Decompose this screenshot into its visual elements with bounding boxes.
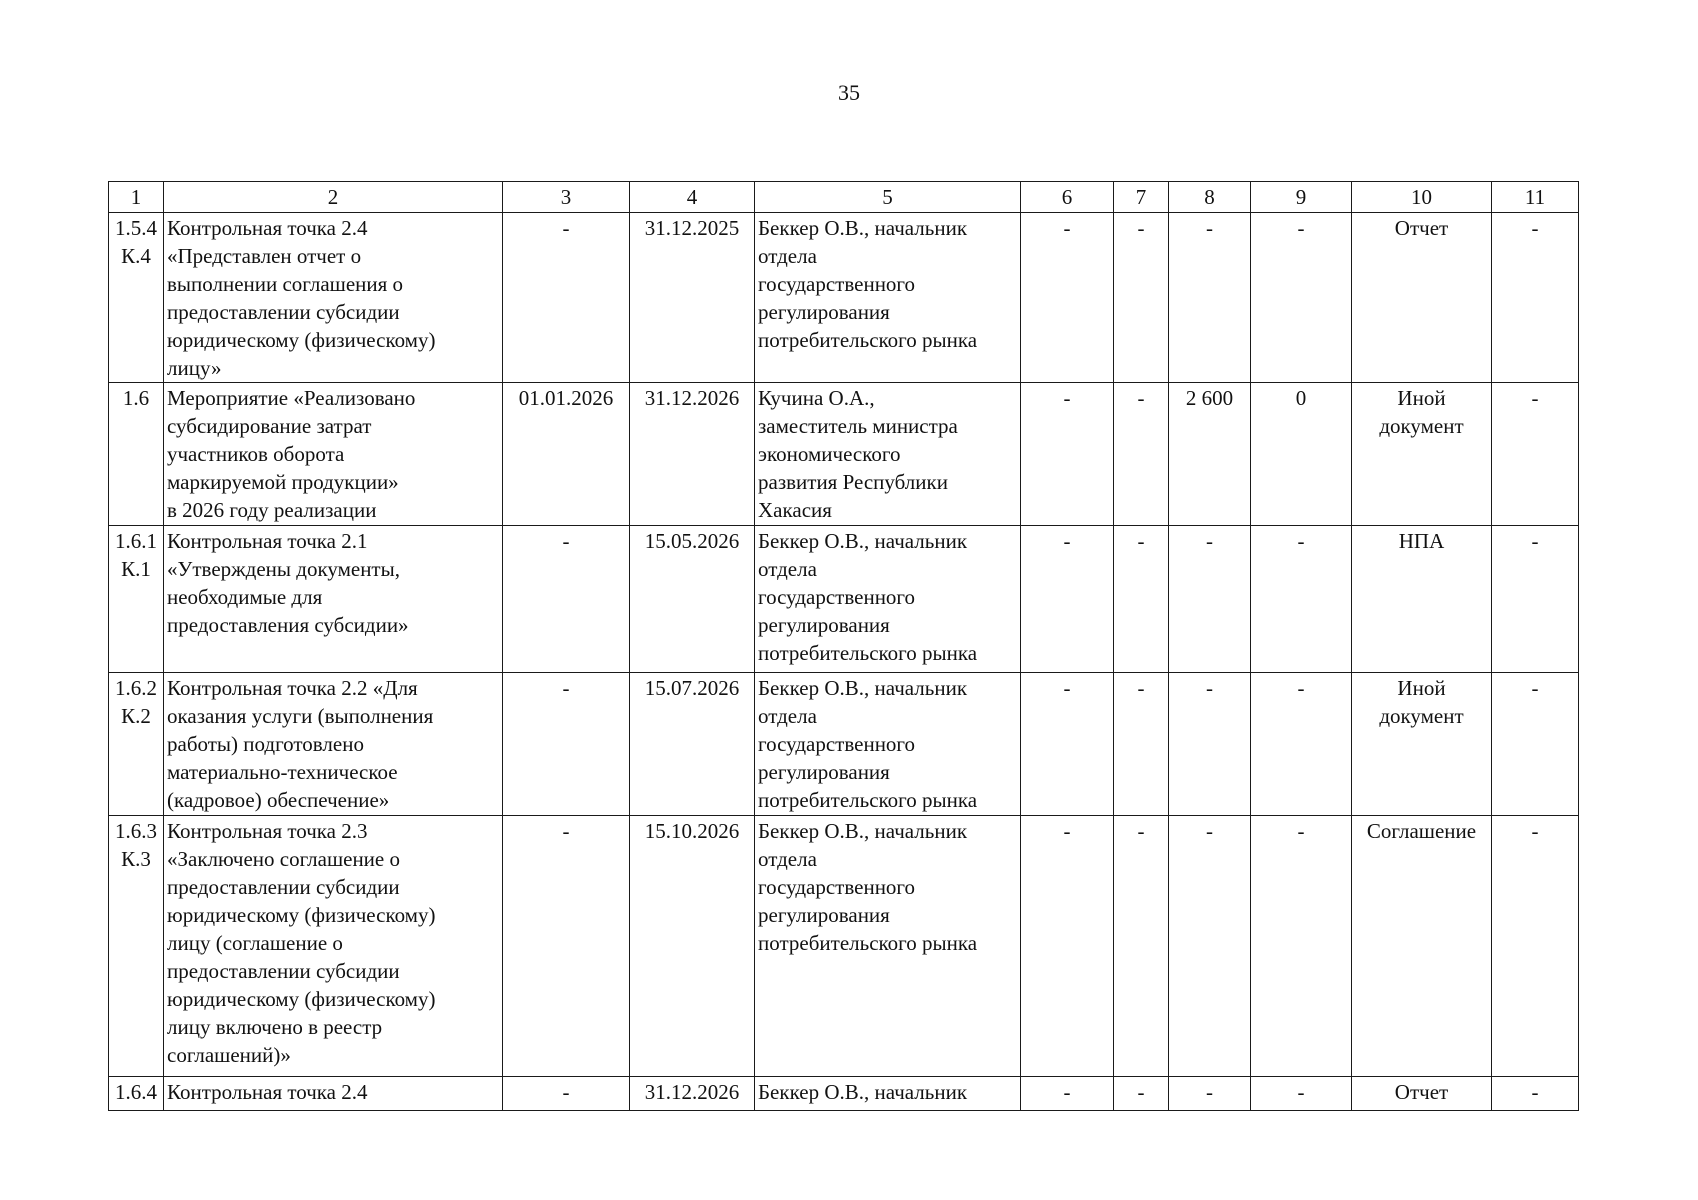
item-name-line: лицу (соглашение о [167,931,343,955]
table-row [109,383,1579,526]
item-number-cell [109,673,164,816]
page-number: 35 [838,80,860,105]
column-header: 5 [755,182,1021,213]
column-8-cell: - [1169,1077,1251,1111]
document-type: Соглашение [1366,819,1477,843]
column-11-cell: - [1492,383,1579,526]
item-number: 1.6.4 [115,1080,157,1104]
item-number-cell [109,526,164,673]
responsible-line: потребительского рынка [758,788,978,812]
table-row [109,526,1579,673]
item-name-line: лицу включено в реестр [167,1015,383,1039]
column-7-cell: - [1114,213,1169,383]
item-number: 1.6 [122,386,150,410]
column-11-cell: - [1492,816,1579,1077]
item-name-cell [164,1077,503,1111]
item-number: 1.6.2 [115,676,157,700]
item-name-line: предоставления субсидии» [167,613,409,637]
responsible-cell [755,213,1021,383]
item-name-line: участников оборота [167,442,345,466]
item-number-cell [109,213,164,383]
column-header: 7 [1114,182,1169,213]
column-11-cell: - [1492,1077,1579,1111]
document-type: документ [1379,704,1464,728]
responsible-line: государственного [758,272,916,296]
item-name-line: лицу» [167,356,222,380]
column-8-cell: - [1169,816,1251,1077]
start-date-cell: 01.01.2026 [503,383,630,526]
responsible-line: Беккер О.В., начальник [758,216,968,240]
responsible-line: Беккер О.В., начальник [758,529,968,553]
item-name-line: предоставлении субсидии [167,300,400,324]
responsible-cell [755,673,1021,816]
column-7-cell: - [1114,1077,1169,1111]
responsible-line: отдела [758,704,817,728]
item-code: К.3 [121,847,151,871]
item-name-line: Мероприятие «Реализовано [167,386,416,410]
column-header: 2 [164,182,503,213]
item-number-cell [109,1077,164,1111]
responsible-line: государственного [758,585,916,609]
column-7-cell: - [1114,383,1169,526]
column-9-cell: - [1251,213,1352,383]
document-type: документ [1379,414,1464,438]
item-name-line: (кадровое) обеспечение» [167,788,390,812]
document-type: Отчет [1394,1080,1449,1104]
column-header: 4 [630,182,755,213]
responsible-line: экономического [758,442,901,466]
responsible-line: регулирования [758,903,890,927]
item-name-line: Контрольная точка 2.4 [167,216,368,240]
responsible-line: потребительского рынка [758,328,978,352]
column-9-cell: - [1251,816,1352,1077]
start-date-cell: - [503,526,630,673]
item-name-line: субсидирование затрат [167,414,372,438]
responsible-cell [755,383,1021,526]
column-header: 6 [1021,182,1114,213]
column-header: 10 [1352,182,1492,213]
item-name-line: юридическому (физическому) [167,903,436,927]
item-number: 1.5.4 [115,216,157,240]
item-name-line: маркируемой продукции» [167,470,399,494]
responsible-line: государственного [758,875,916,899]
table-row [109,673,1579,816]
column-6-cell: - [1021,1077,1114,1111]
document-type: Иной [1397,676,1446,700]
column-9-cell: - [1251,673,1352,816]
responsible-line: Кучина О.А., [758,386,875,410]
item-name-line: Контрольная точка 2.4 [167,1080,368,1104]
item-name-line: «Утверждены документы, [167,557,400,581]
responsible-line: Беккер О.В., начальник [758,1080,968,1104]
responsible-line: регулирования [758,760,890,784]
item-name-line: предоставлении субсидии [167,959,400,983]
document-type-cell [1352,1077,1492,1111]
column-header: 11 [1492,182,1579,213]
item-name-line: Контрольная точка 2.1 [167,529,368,553]
column-9-cell: 0 [1251,383,1352,526]
item-number-cell [109,816,164,1077]
column-9-cell: - [1251,526,1352,673]
responsible-cell [755,526,1021,673]
end-date-cell: 31.12.2026 [630,383,755,526]
responsible-cell [755,816,1021,1077]
document-type: Иной [1397,386,1446,410]
responsible-line: отдела [758,557,817,581]
end-date-cell: 15.05.2026 [630,526,755,673]
item-name-line: работы) подготовлено [167,732,364,756]
column-6-cell: - [1021,673,1114,816]
document-type: НПА [1398,529,1445,553]
responsible-line: регулирования [758,300,890,324]
column-7-cell: - [1114,526,1169,673]
column-7-cell: - [1114,673,1169,816]
end-date-cell: 31.12.2026 [630,1077,755,1111]
column-11-cell: - [1492,673,1579,816]
column-6-cell: - [1021,213,1114,383]
column-11-cell: - [1492,526,1579,673]
column-7-cell: - [1114,816,1169,1077]
end-date-cell: 15.07.2026 [630,673,755,816]
item-name-line: выполнении соглашения о [167,272,404,296]
responsible-line: Беккер О.В., начальник [758,819,968,843]
responsible-line: государственного [758,732,916,756]
item-name-line: материально-техническое [167,760,398,784]
column-header: 9 [1251,182,1352,213]
item-name-line: юридическому (физическому) [167,987,436,1011]
column-11-cell: - [1492,213,1579,383]
table-row [109,816,1579,1077]
responsible-line: потребительского рынка [758,641,978,665]
table-row [109,1077,1579,1111]
responsible-line: потребительского рынка [758,931,978,955]
column-9-cell: - [1251,1077,1352,1111]
document-type-cell [1352,526,1492,673]
column-8-cell: - [1169,213,1251,383]
table-header-row [109,182,1579,213]
item-code: К.4 [121,244,151,268]
control-points-table [108,181,1579,1111]
start-date-cell: - [503,213,630,383]
item-name-cell [164,526,503,673]
item-number: 1.6.3 [115,819,157,843]
item-name-line: соглашений)» [167,1043,291,1067]
item-code: К.1 [121,557,151,581]
item-number-cell [109,383,164,526]
responsible-line: развития Республики [758,470,948,494]
end-date-cell: 15.10.2026 [630,816,755,1077]
responsible-line: отдела [758,847,817,871]
responsible-line: заместитель министра [758,414,958,438]
responsible-line: Беккер О.В., начальник [758,676,968,700]
start-date-cell: - [503,673,630,816]
item-name-cell [164,213,503,383]
item-name-line: «Представлен отчет о [167,244,362,268]
item-name-line: предоставлении субсидии [167,875,400,899]
column-6-cell: - [1021,526,1114,673]
item-name-cell [164,383,503,526]
column-6-cell: - [1021,383,1114,526]
document-type-cell [1352,673,1492,816]
item-name-line: Контрольная точка 2.3 [167,819,368,843]
item-name-line: юридическому (физическому) [167,328,436,352]
document-type: Отчет [1394,216,1449,240]
table-row [109,213,1579,383]
responsible-line: Хакасия [758,498,832,522]
item-code: К.2 [121,704,151,728]
item-name-line: необходимые для [167,585,323,609]
column-header: 3 [503,182,630,213]
responsible-line: отдела [758,244,817,268]
document-type-cell [1352,816,1492,1077]
item-name-line: в 2026 году реализации [167,498,377,522]
item-name-line: оказания услуги (выполнения [167,704,434,728]
column-8-cell: - [1169,526,1251,673]
responsible-line: регулирования [758,613,890,637]
column-8-cell: - [1169,673,1251,816]
column-header: 8 [1169,182,1251,213]
start-date-cell: - [503,1077,630,1111]
column-8-cell: 2 600 [1169,383,1251,526]
item-name-cell [164,673,503,816]
start-date-cell: - [503,816,630,1077]
item-name-line: Контрольная точка 2.2 «Для [167,676,418,700]
item-name-line: «Заключено соглашение о [167,847,400,871]
document-type-cell [1352,383,1492,526]
item-number: 1.6.1 [115,529,157,553]
end-date-cell: 31.12.2025 [630,213,755,383]
document-type-cell [1352,213,1492,383]
responsible-cell [755,1077,1021,1111]
column-6-cell: - [1021,816,1114,1077]
item-name-cell [164,816,503,1077]
column-header: 1 [109,182,164,213]
